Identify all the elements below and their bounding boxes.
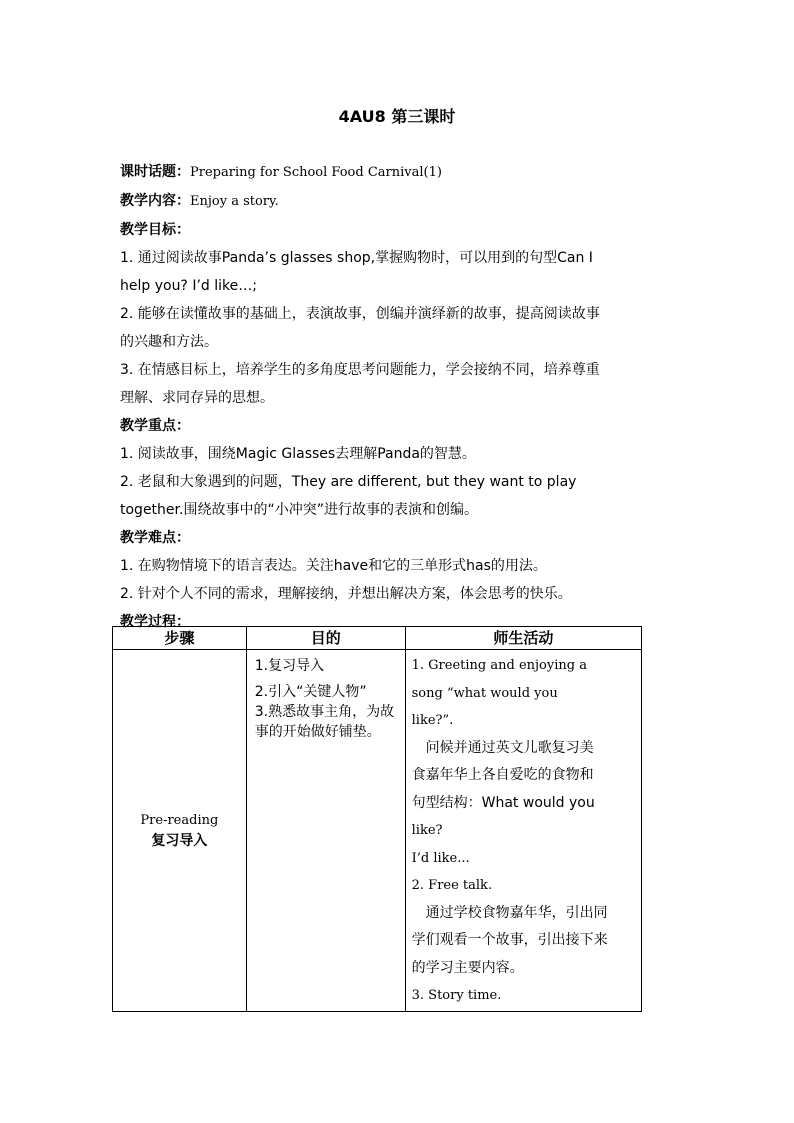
- stage-en: Pre-reading: [140, 812, 219, 828]
- key-points-line: together.围绕故事中的“小冲突”进行故事的表演和创编。: [120, 502, 478, 518]
- activity-line: 1. Greeting and enjoying a: [411, 658, 587, 673]
- topic-label: 课时话题：: [120, 164, 190, 180]
- lesson-header: [120, 158, 680, 636]
- process-table: [112, 626, 642, 1012]
- key-points-line: 1. 阅读故事，围绕Magic Glasses去理解Panda的智慧。: [120, 446, 476, 462]
- content-value: Enjoy a story.: [190, 194, 279, 209]
- objectives-line: 理解、求同存异的思想。: [120, 390, 274, 406]
- activity-line: 问候并通过英文儿歌复习美: [425, 739, 594, 756]
- goal-item: 3.熟悉故事主角，为故事的开始做好铺垫。: [254, 704, 395, 740]
- objectives-line: 3. 在情感目标上，培养学生的多角度思考问题能力，学会接纳不同，培养尊重: [120, 362, 600, 378]
- activity-line: 3. Story time.: [411, 988, 502, 1003]
- goal-item: 1.复习导入: [254, 658, 325, 674]
- objectives-line: 的兴趣和方法。: [120, 334, 218, 350]
- activity-line: 句型结构：What would you: [411, 794, 595, 811]
- topic-line: [120, 158, 680, 187]
- topic-value: Preparing for School Food Carnival(1): [190, 165, 442, 180]
- objectives-line: 2. 能够在读懂故事的基础上，表演故事，创编并演绎新的故事，提高阅读故事: [120, 306, 600, 322]
- goal-item: 2.引入“关键人物”: [254, 684, 367, 700]
- objectives-line: help you? I’d like…;: [120, 278, 257, 294]
- stage-cell: [113, 650, 247, 1012]
- lesson-title: 4AU8 第三课时: [338, 107, 456, 126]
- activity-line: song “what would you: [411, 685, 558, 701]
- table-header-row: [113, 627, 642, 650]
- key-points-line: 2. 老鼠和大象遇到的问题，They are different, but they want to play: [120, 474, 577, 490]
- objectives-line: 1. 通过阅读故事Panda’s glasses shop,掌握购物时，可以用到的句型Can I: [120, 250, 593, 266]
- activity-line: 2. Free talk.: [411, 878, 493, 893]
- key-points-heading: 教学重点：: [120, 418, 190, 434]
- header-cell-step: 步骤: [113, 627, 247, 650]
- objectives-heading: 教学目标：: [120, 222, 190, 238]
- difficulties-line: 2. 针对个人不同的需求，理解接纳，并想出解决方案，体会思考的快乐。: [120, 586, 572, 602]
- activity-cell: [405, 650, 641, 1012]
- process-heading: 教学过程：: [120, 614, 190, 630]
- content-line: [120, 187, 680, 216]
- activity-line: like?: [411, 823, 443, 838]
- header-cell-goal: 目的: [246, 627, 405, 650]
- activity-line: like?”.: [411, 713, 454, 728]
- activity-line: I’d like...: [411, 850, 470, 866]
- activity-line: 学们观看一个故事，引出接下来: [411, 932, 608, 948]
- goal-cell: [246, 650, 405, 1012]
- content-label: 教学内容：: [120, 193, 190, 209]
- activity-line: 的学习主要内容。: [411, 959, 524, 976]
- activity-line: 食嘉年华上各自爱吃的食物和: [411, 767, 594, 783]
- stage-cn: 复习导入: [151, 832, 208, 849]
- activity-line: 通过学校食物嘉年华，引出同: [425, 904, 608, 921]
- header-cell-activity: 师生活动: [405, 627, 641, 650]
- table-row: [113, 650, 642, 1012]
- difficulties-line: 1. 在购物情境下的语言表达。关注have和它的三单形式has的用法。: [120, 558, 547, 574]
- difficulties-heading: 教学难点：: [120, 530, 190, 546]
